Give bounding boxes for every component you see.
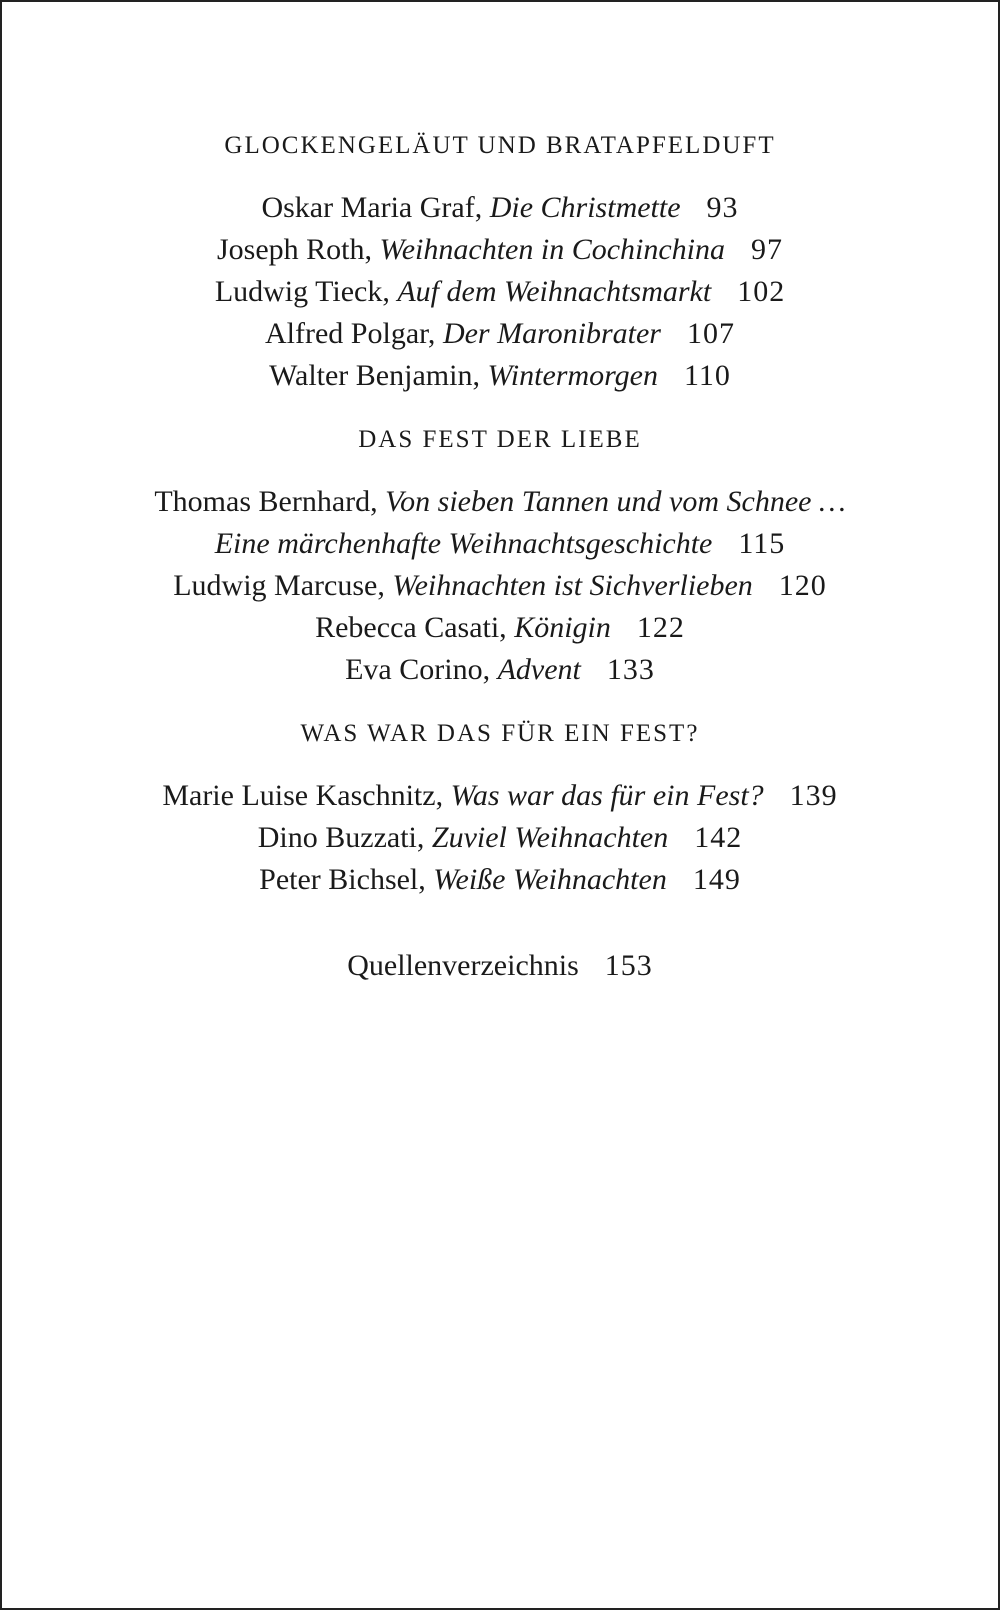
toc-entry-tieck: [2, 271, 998, 313]
toc-entry-graf: [2, 187, 998, 229]
entry-author: Oskar Maria Graf,: [261, 191, 483, 224]
entry-page: 93: [706, 191, 739, 224]
entry-page: 107: [686, 317, 735, 350]
entry-author: Eva Corino,: [345, 653, 491, 686]
toc-entry-bichsel: [2, 859, 998, 901]
entry-page: 133: [606, 653, 655, 686]
entry-page: 110: [684, 359, 731, 392]
entry-title: Auf dem Weihnachtsmarkt: [397, 275, 712, 308]
entry-page: 149: [692, 863, 741, 896]
entry-title: Weihnachten ist Sichverlieben: [392, 569, 753, 602]
entry-title: Eine märchenhafte Weihnachtsgeschichte: [214, 527, 713, 560]
entry-label: Quellenverzeichnis: [347, 949, 579, 982]
entry-page: 102: [737, 275, 786, 308]
entry-page: 115: [738, 527, 786, 560]
entry-title: Weihnachten in Cochinchina: [379, 233, 725, 266]
entry-author: Ludwig Tieck,: [214, 275, 390, 308]
toc-entry-bernhard-subtitle: [2, 523, 998, 565]
entry-author: Walter Benjamin,: [269, 359, 480, 392]
entry-author: Thomas Bernhard,: [154, 485, 378, 518]
entry-title: Die Christmette: [489, 191, 681, 224]
toc-entry-benjamin: [2, 355, 998, 397]
toc-entry-casati: [2, 607, 998, 649]
entry-author: Joseph Roth,: [216, 233, 372, 266]
toc-entry-kaschnitz: [2, 775, 998, 817]
section-heading-glockengelaeut: GLOCKENGELÄUT UND BRATAPFELDUFT: [224, 132, 776, 159]
table-of-contents: [2, 125, 998, 987]
entry-author: Ludwig Marcuse,: [173, 569, 385, 602]
entry-author: Dino Buzzati,: [257, 821, 425, 854]
toc-entry-corino: [2, 649, 998, 691]
toc-entry-buzzati: [2, 817, 998, 859]
entry-title: Zuviel Weihnachten: [431, 821, 669, 854]
entry-title: Wintermorgen: [487, 359, 658, 392]
entry-page: 142: [694, 821, 743, 854]
toc-entry-polgar: [2, 313, 998, 355]
entry-page: 122: [636, 611, 685, 644]
entry-author: Rebecca Casati,: [315, 611, 507, 644]
section-heading-was-war-das: WAS WAR DAS FÜR EIN FEST?: [300, 720, 700, 747]
entry-title: Königin: [514, 611, 611, 644]
entry-page: 120: [778, 569, 827, 602]
entry-title: Was war das für ein Fest?: [450, 779, 764, 812]
entry-title: Weiße Weihnachten: [433, 863, 667, 896]
toc-entry-bernhard: [2, 481, 998, 523]
entry-title: Von sieben Tannen und vom Schnee …: [385, 485, 846, 518]
toc-entry-roth: [2, 229, 998, 271]
entry-author: Alfred Polgar,: [265, 317, 436, 350]
entry-page: 139: [789, 779, 838, 812]
toc-entry-marcuse: [2, 565, 998, 607]
entry-title: Advent: [497, 653, 581, 686]
entry-page: 153: [604, 949, 653, 982]
entry-author: Marie Luise Kaschnitz,: [162, 779, 444, 812]
entry-author: Peter Bichsel,: [259, 863, 426, 896]
section-heading-fest-der-liebe: DAS FEST DER LIEBE: [358, 426, 642, 453]
entry-page: 97: [751, 233, 783, 266]
toc-entry-quellenverzeichnis: [2, 945, 998, 987]
entry-title: Der Maronibrater: [442, 317, 661, 350]
